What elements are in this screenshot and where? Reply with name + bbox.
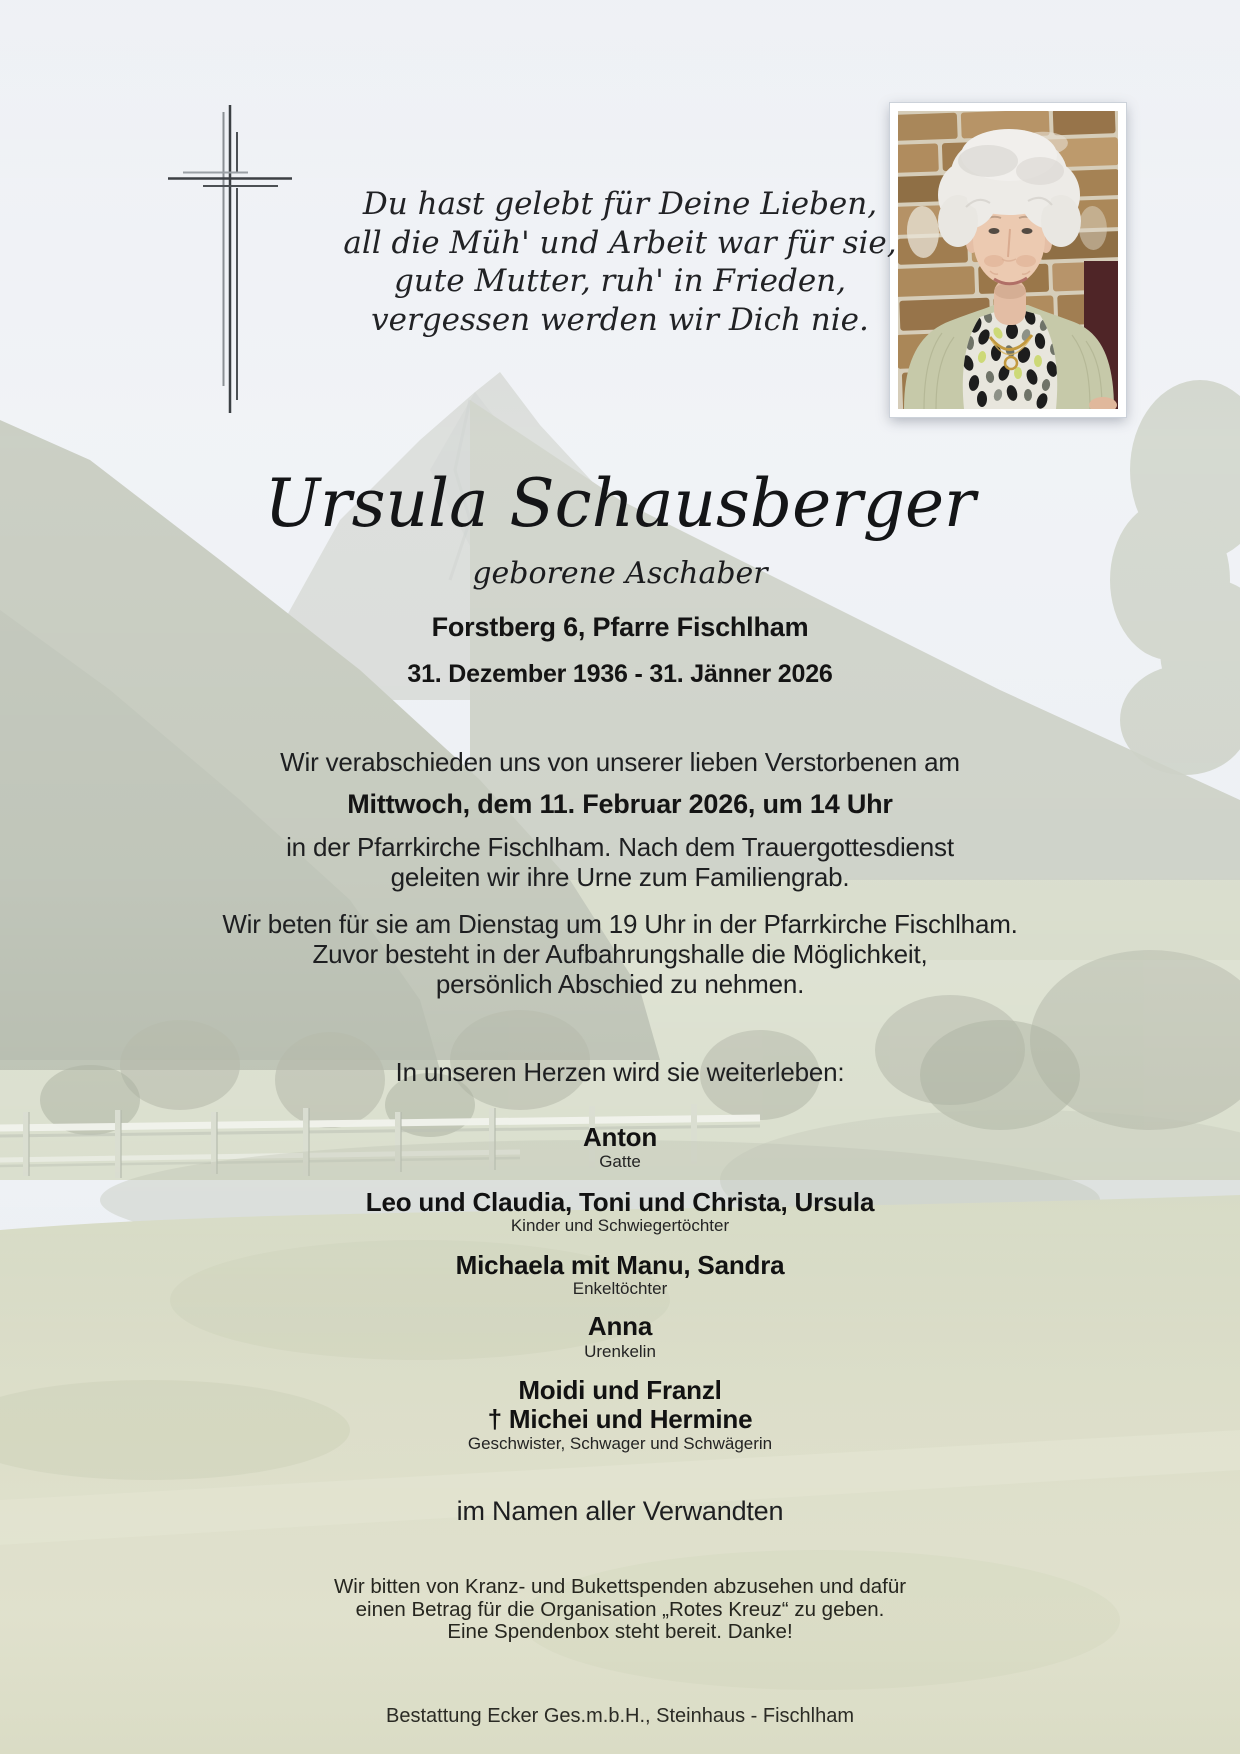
funeral-datetime: Mittwoch, dem 11. Februar 2026, um 14 Uhr [347,789,893,819]
donation-line: einen Betrag für die Organisation „Rotes Kreuz“ zu geben. [355,1597,885,1621]
announcement-intro: Wir verabschieden uns von unserer lieben Verstorbenen am [280,747,960,777]
poem-line: gute Mutter, ruh' in Frieden, [393,263,846,299]
family-closing: im Namen aller Verwandten [456,1496,784,1526]
family-entry-names: Leo und Claudia, Toni und Christa, Ursula [365,1187,875,1217]
location-line: in der Pfarrkirche Fischlham. Nach dem Trauergottesdienst [286,832,954,862]
family-entry-relation: Enkeltöchter [572,1279,668,1298]
maiden-name: geborene Aschaber [472,556,768,591]
life-dates: 31. Dezember 1936 - 31. Jänner 2026 [407,660,833,688]
prayer-line: persönlich Abschied zu nehmen. [435,969,805,999]
prayer-info [0,909,1240,999]
funeral-home-footer: Bestattung Ecker Ges.m.b.H., Steinhaus - Fischlham [386,1705,854,1727]
poem-line: vergessen werden wir Dich nie. [371,301,869,338]
family-entry-names: Michaela mit Manu, Sandra [455,1250,785,1280]
donation-request [0,1576,1240,1644]
prayer-line: Wir beten für sie am Dienstag um 19 Uhr in der Pfarrkirche Fischlham. [222,909,1018,939]
donation-line: Eine Spendenbox steht bereit. Danke! [447,1620,793,1643]
family-entry-names: Moidi und Franzl [518,1375,722,1405]
funeral-location [0,832,1240,892]
family-entry-names-deceased: † Michei und Hermine [487,1404,753,1434]
family-entry-relation: Urenkelin [584,1342,656,1361]
prayer-line: Zuvor besteht in der Aufbahrungshalle die Möglichkeit, [312,939,928,969]
family-entry-relation: Geschwister, Schwager und Schwägerin [467,1434,773,1453]
family-entry-names: Anton [582,1122,658,1152]
family-entry-names: Anna [587,1311,653,1341]
poem-line: Du hast gelebt für Deine Lieben, [362,186,878,222]
deceased-name: Ursula Schausberger [264,465,976,542]
poem-line: all die Müh' und Arbeit war für sie, [343,224,897,261]
location-line: geleiten wir ihre Urne zum Familiengrab. [390,862,850,892]
memorial-poem [0,185,1240,339]
family-heading: In unseren Herzen wird sie weiterleben: [395,1057,845,1087]
donation-line: Wir bitten von Kranz- und Bukettspenden abzusehen und dafür [333,1575,907,1598]
family-entry-relation: Gatte [599,1152,641,1171]
deceased-address: Forstberg 6, Pfarre Fischlham [431,612,809,642]
family-entry-relation: Kinder und Schwiegertöchter [510,1216,730,1235]
